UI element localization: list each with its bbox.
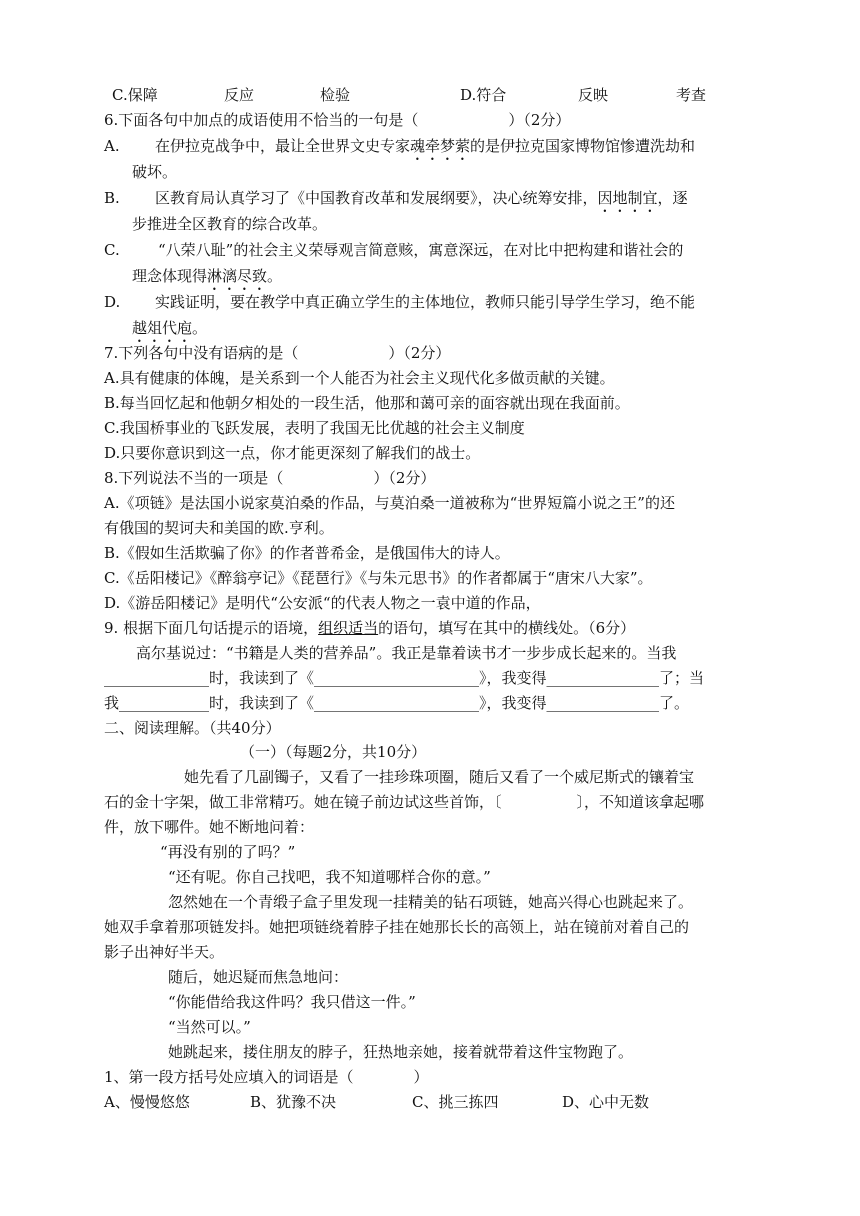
q6-option-a-mark: A. [104,137,120,155]
rq1-option-d: D、心中无数 [562,1093,650,1111]
rq1-stem: 1、第一段方括号处应填入的词语是（ ） [104,1068,429,1086]
q5-option-d: D.符合 [460,86,507,104]
passage-dialogue4: “当然可以。” [168,1018,251,1036]
q6-option-c-line1: “八荣八耻”的社会主义荣辱观言简意赅，寓意深远，在对比中把构建和谐社会的 [158,241,684,259]
rq1-option-c: C、挑三拣四 [412,1093,499,1111]
q6-option-c-line2: 理念体现得淋漓尽致。 [132,267,283,285]
q7-option-a: A.具有健康的体魄，是关系到一个人能否为社会主义现代化多做贡献的关键。 [104,369,615,387]
q8-option-d: D.《游岳阳楼记》是明代“公安派“的代表人物之一袁中道的作品， [104,594,541,612]
passage-p1-line1: 她先看了几副镯子，又看了一挂珍珠项圈，随后又看了一个威尼斯式的镶着宝 [184,768,695,786]
q5-option-d-word2: 反映 [578,86,609,104]
q6-option-d-mark: D. [104,293,121,311]
q5-option-c-word3: 检验 [320,86,351,104]
q6-idiom-c: 淋漓尽致 [207,267,268,285]
q7-option-d: D.只要你意识到这一点，你才能更深刻了解我们的战士。 [104,444,481,462]
q6-option-a-line1: 在伊拉克战争中，最让全世界文史专家魂牵梦萦的是伊拉克国家博物馆惨遭洗劫和 [155,137,696,155]
q8-option-b: B.《假如生活欺骗了你》的作者普希金，是俄国伟大的诗人。 [104,544,510,562]
q6-option-b-mark: B. [104,189,120,207]
passage-p2-line1: 忽然她在一个青缎子盒子里发现一挂精美的钻石项链，她高兴得心也跳起来了。 [168,893,694,911]
passage-p1-line3: 件，放下哪件。她不断地问着： [104,818,315,836]
q5-option-c: C.保障 [112,86,158,104]
q9-context-line1: 高尔基说过：“书籍是人类的营养品”。我正是靠着读书才一步步成长起来的。当我 [136,644,677,662]
passage-p4: 她跳起来，搂住朋友的脖子，狂热地亲她，接着就带着这件宝物跑了。 [168,1043,634,1061]
q8-option-a-line2: 有俄国的契诃夫和美国的欧.亨利。 [104,519,334,537]
q6-option-d-line1: 实践证明，要在教学中真正确立学生的主体地位，教师只能引导学生学习，绝不能 [155,293,696,311]
q6-option-c-mark: C. [104,241,120,259]
q7-stem: 7.下列各句中没有语病的是（ ）（2分） [104,344,451,362]
q6-idiom-d: 越俎代庖 [132,319,193,337]
q5-option-d-word3: 考查 [676,86,707,104]
q6-option-a-line2: 破坏。 [132,163,178,181]
passage-p3: 随后，她迟疑而焦急地问： [168,968,349,986]
q9-underlined-phrase: 组织适当 [318,619,379,637]
q9-fill-line2: ______________时，我读到了《______________________》，我变得_______________了；当 [104,669,705,687]
passage-p2-line3: 影子出神好半天。 [104,943,225,961]
q6-stem: 6.下面各句中加点的成语使用不恰当的一句是（ ）（2分） [104,111,571,129]
section2-title: 二、阅读理解。（共40分） [104,719,281,737]
q8-stem: 8.下列说法不当的一项是（ ）（2分） [104,469,436,487]
q5-option-c-word2: 反应 [224,86,255,104]
section2-subtitle: （一）（每题2分，共10分） [240,743,427,761]
q6-option-b-line2: 步推进全区教育的综合改革。 [132,215,328,233]
q7-option-b: B.每当回忆起和他朝夕相处的一段生活，他那和蔼可亲的面容就出现在我面前。 [104,394,630,412]
passage-dialogue3: “你能借给我这件吗？我只借这一件。” [168,993,416,1011]
rq1-option-b: B、犹豫不决 [250,1093,337,1111]
q6-idiom-b: 因地制宜 [597,189,658,207]
rq1-option-a: A、慢慢悠悠 [104,1093,190,1111]
passage-p1-line2: 石的金十字架，做工非常精巧。她在镜子前边试这些首饰，〔 〕，不知道该拿起哪 [104,793,705,811]
q9-fill-line3: 我____________时，我读到了《______________________》，我变得_______________了。 [104,694,690,712]
q6-option-b-line1: 区教育局认真学习了《中国教育改革和发展纲要》，决心统筹安排，因地制宜，逐 [155,189,688,207]
q9-stem: 9. 根据下面几句话提示的语境，组织适当的语句，填写在其中的横线处。（6分） [104,619,636,637]
q7-option-c: C.我国桥事业的飞跃发展，表明了我国无比优越的社会主义制度 [104,419,525,437]
passage-dialogue2: “还有呢。你自己找吧，我不知道哪样合你的意。” [168,868,491,886]
q8-option-a-line1: A.《项链》是法国小说家莫泊桑的作品，与莫泊桑一道被称为“世界短篇小说之王”的还 [104,494,675,512]
q8-option-c: C.《岳阳楼记》《醉翁亭记》《琵琶行》《与朱元思书》的作者都属于“唐宋八大家”。 [104,569,653,587]
q6-option-d-line2: 越俎代庖。 [132,319,208,337]
q6-idiom-a: 魂牵梦萦 [410,137,471,155]
passage-dialogue1: “再没有别的了吗？” [160,843,296,861]
passage-p2-line2: 她双手拿着那项链发抖。她把项链绕着脖子挂在她那长长的高领上，站在镜前对着自己的 [104,918,690,936]
